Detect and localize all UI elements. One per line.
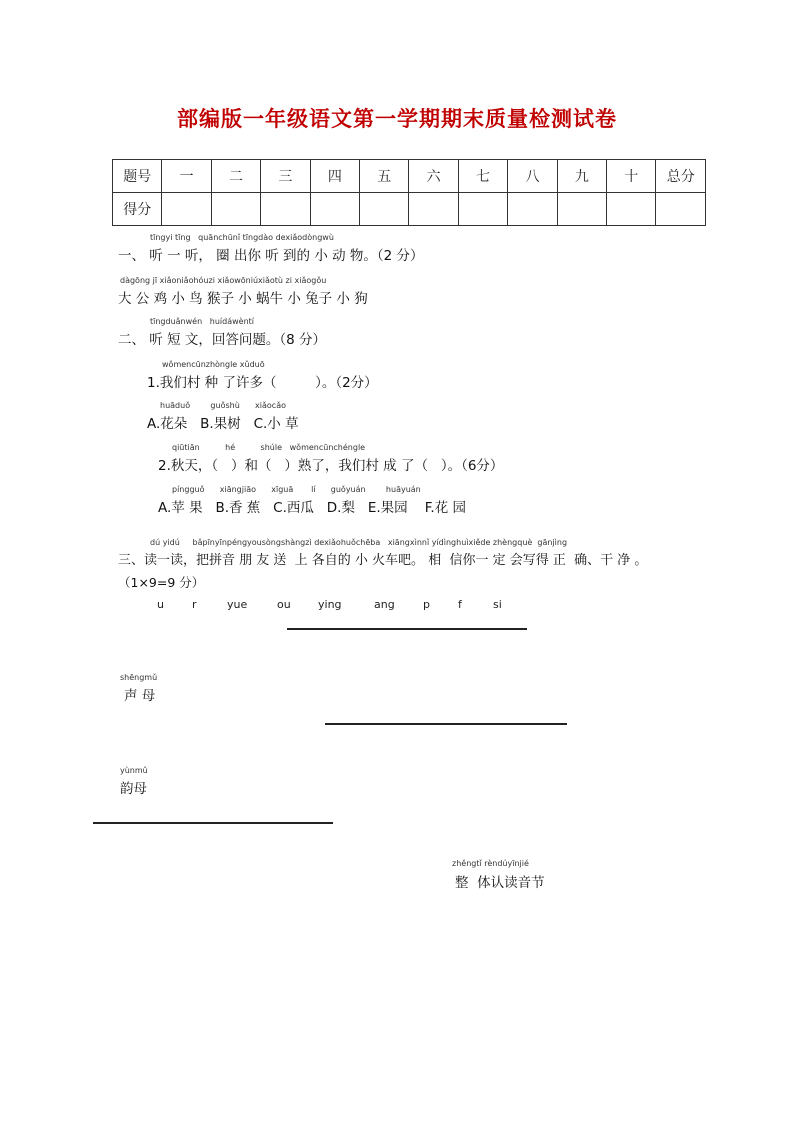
score-cell[interactable]: [508, 193, 557, 226]
zhengti-pinyin: zhěngtǐ rèndúyīnjié: [452, 859, 529, 868]
q2-s2-pinyin: qiūtiān hé shúle wǒmencūnchéngle: [172, 443, 366, 452]
shengmu-answer-line[interactable]: [287, 628, 527, 630]
pinyin-letter[interactable]: f: [458, 598, 462, 611]
q3-text: 三、读一读，把拼音 朋 友 送 上 各自的 小 火车吧。 相 信你一 定 会写得 正 确、干 净 。: [118, 553, 648, 568]
score-table-header-row: [113, 160, 706, 193]
score-cell[interactable]: [261, 193, 310, 226]
score-cell[interactable]: [409, 193, 458, 226]
q2-s1-options-pinyin: huāduǒ guǒshù xiǎocǎo: [160, 401, 286, 410]
score-table: [112, 159, 706, 226]
score-cell[interactable]: [607, 193, 656, 226]
yunmu-answer-line[interactable]: [325, 723, 567, 725]
score-cell[interactable]: [162, 193, 211, 226]
yunmu-label: 韵母: [120, 781, 147, 797]
score-header-cell: 十: [607, 160, 656, 193]
page-title: 部编版一年级语文第一学期期末质量检测试卷: [177, 107, 617, 131]
q3-score: （1×9=9 分）: [118, 575, 205, 590]
score-header-cell: 题号: [113, 160, 162, 193]
zhengti-label: 整 体认读音节: [455, 875, 545, 891]
score-cell[interactable]: [310, 193, 359, 226]
score-row-label: 得分: [113, 193, 162, 226]
score-header-cell: 五: [360, 160, 409, 193]
pinyin-letter[interactable]: yue: [227, 598, 248, 611]
q2-s1-pinyin: wǒmencūnzhòngle xǔduō: [162, 360, 265, 369]
pinyin-letter[interactable]: p: [423, 598, 430, 611]
pinyin-letter[interactable]: u: [157, 598, 164, 611]
q1-text: 一、 听 一 听， 圈 出你 听 到的 小 动 物。（2 分）: [118, 248, 424, 264]
shengmu-label: 声 母: [124, 688, 156, 704]
q2-pinyin: tīngduǎnwén huídáwèntí: [150, 317, 255, 326]
q2-s2-options-pinyin: píngguǒ xiāngjiāo xīguā lí guǒyuán huāyuán: [172, 485, 421, 494]
pinyin-letter[interactable]: ying: [318, 598, 342, 611]
score-header-cell: 四: [310, 160, 359, 193]
q2-s1-options[interactable]: A.花朵 B.果树 C.小 草: [147, 416, 299, 432]
pinyin-letter[interactable]: ou: [277, 598, 291, 611]
score-header-cell: 二: [211, 160, 260, 193]
score-cell[interactable]: [656, 193, 706, 226]
q2-s2-options[interactable]: A.苹 果 B.香 蕉 C.西瓜 D.梨 E.果园 F.花 园: [158, 500, 466, 516]
yunmu-pinyin: yùnmǔ: [120, 766, 148, 775]
score-header-cell: 八: [508, 160, 557, 193]
score-header-cell: 总分: [656, 160, 706, 193]
pinyin-letter[interactable]: si: [493, 598, 502, 611]
q1-animals[interactable]: 大 公 鸡 小 鸟 猴子 小 蜗牛 小 兔子 小 狗: [118, 291, 368, 307]
score-cell[interactable]: [360, 193, 409, 226]
q1-animals-pinyin: dàgōng jī xiǎoniǎohóuzi xiǎowōniúxiǎotù zi xiǎogǒu: [120, 276, 327, 285]
q1-pinyin: tīngyi tīng quānchūnǐ tīngdào dexiǎodòngwù: [150, 233, 334, 242]
score-header-cell: 三: [261, 160, 310, 193]
q2-s1-text: 1.我们村 种 了许多（ ）。（2分）: [147, 375, 378, 391]
score-header-cell: 七: [458, 160, 507, 193]
score-header-cell: 六: [409, 160, 458, 193]
zhengti-answer-line[interactable]: [93, 822, 333, 824]
shengmu-pinyin: shēngmǔ: [120, 673, 158, 682]
score-header-cell: 九: [557, 160, 606, 193]
pinyin-letter[interactable]: r: [192, 598, 197, 611]
score-header-cell: 一: [162, 160, 211, 193]
score-cell[interactable]: [458, 193, 507, 226]
score-cell[interactable]: [557, 193, 606, 226]
q3-pinyin: dú yidú bǎpīnyīnpéngyousòngshàngzì dexiǎohuǒchēba xiāngxìnnǐ yídìnghuìxiěde zhèngquè gānjìng: [150, 538, 568, 547]
pinyin-letter[interactable]: ang: [374, 598, 395, 611]
q2-text: 二、 听 短 文，回答问题。（8 分）: [118, 332, 327, 348]
score-table-score-row: [113, 193, 706, 226]
score-cell[interactable]: [211, 193, 260, 226]
q2-s2-text: 2.秋天，（ ）和（ ）熟了，我们村 成 了（ ）。（6分）: [158, 458, 504, 474]
